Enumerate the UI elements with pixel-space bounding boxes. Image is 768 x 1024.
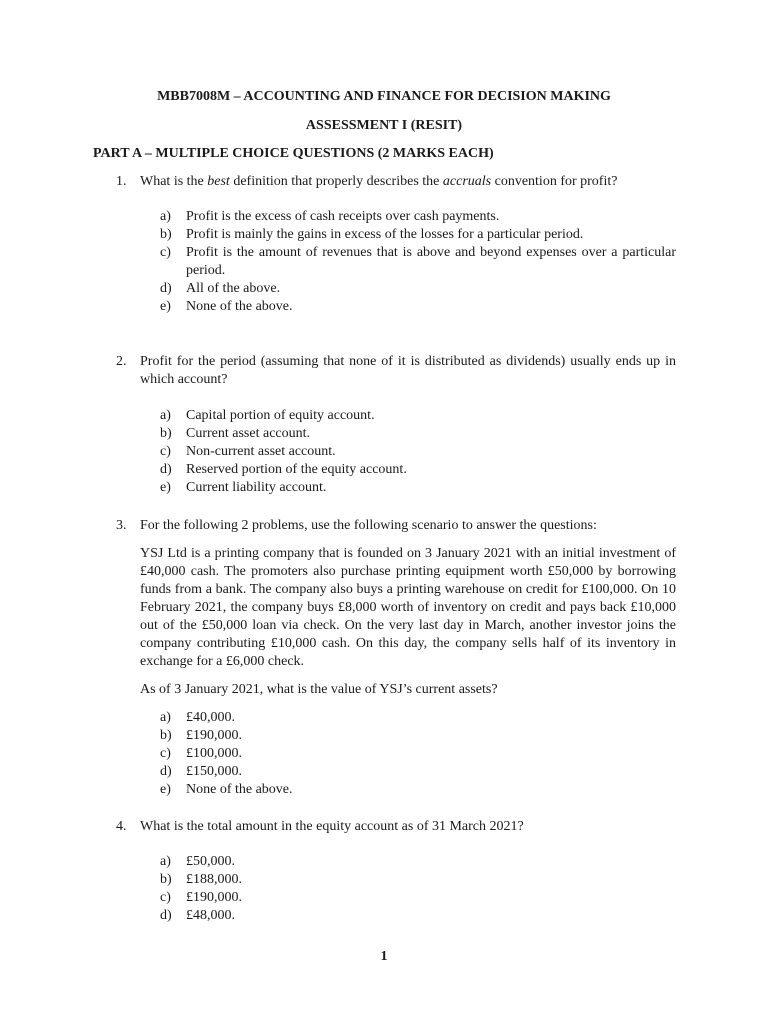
question-number: 4. [116,819,127,834]
course-title: MBB7008M – ACCOUNTING AND FINANCE FOR DECISION MAKING [157,89,611,104]
section-heading: PART A – MULTIPLE CHOICE QUESTIONS (2 MARKS EACH) [93,146,494,161]
question-text: What is the best definition that properly describes the accruals convention for profit? [140,174,618,189]
option-d: d) All of the above. [160,281,281,296]
option-d: d) Reserved portion of the equity account. [160,462,407,477]
option-a: a) £50,000. [160,854,235,869]
emphasis-best: best [207,174,230,189]
option-b: b) £190,000. [160,728,242,743]
question-number: 3. [116,518,127,533]
scenario-intro: For the following 2 problems, use the following scenario to answer the questions: [140,518,597,533]
page-number: 1 [380,949,388,964]
option-a: a) Profit is the excess of cash receipts over cash payments. [160,209,500,224]
option-b: b) Profit is mainly the gains in excess of the losses for a particular period. [160,227,584,242]
scenario-paragraph: YSJ Ltd is a printing company that is founded on 3 January 2021 with an initial investment of £40,000 cash. The promoters also purchase printing equipment worth £50,000 by borrowing funds from a bank. The company also buys a printing warehouse on credit for £100,000. On 10 February 2021, the company buys £8,000 worth of inventory on credit and pays back £10,000 out of the £50,000 loan via check. On the very last day in March, another investor joins the company contributing £10,000 cash. On this day, the company sells half of its inventory in exchange for a £6,000 check. [140,546,676,669]
emphasis-accruals: accruals [442,174,492,189]
option-a: a) £40,000. [160,710,235,725]
option-b: b) £188,000. [160,872,242,887]
option-d: d) £150,000. [160,764,242,779]
question-text: As of 3 January 2021, what is the value of YSJ’s current assets? [140,682,498,697]
question-text: Profit for the period (assuming that none of it is distributed as dividends) usually ends up in which account? [140,354,676,387]
option-c: c) £100,000. [160,746,242,761]
option-c: c) Profit is the amount of revenues that is above and beyond expenses over a particular period. [160,245,676,278]
option-d: d) £48,000. [160,908,235,923]
question-number: 1. [116,174,127,189]
option-e: e) None of the above. [160,299,293,314]
option-e: e) None of the above. [160,782,293,797]
question-text: What is the total amount in the equity account as of 31 March 2021? [140,819,524,834]
option-c: c) Non-current asset account. [160,444,336,459]
assessment-title: ASSESSMENT I (RESIT) [305,118,463,133]
question-number: 2. [116,354,127,369]
option-c: c) £190,000. [160,890,242,905]
option-a: a) Capital portion of equity account. [160,408,375,423]
option-e: e) Current liability account. [160,480,327,495]
option-b: b) Current asset account. [160,426,311,441]
